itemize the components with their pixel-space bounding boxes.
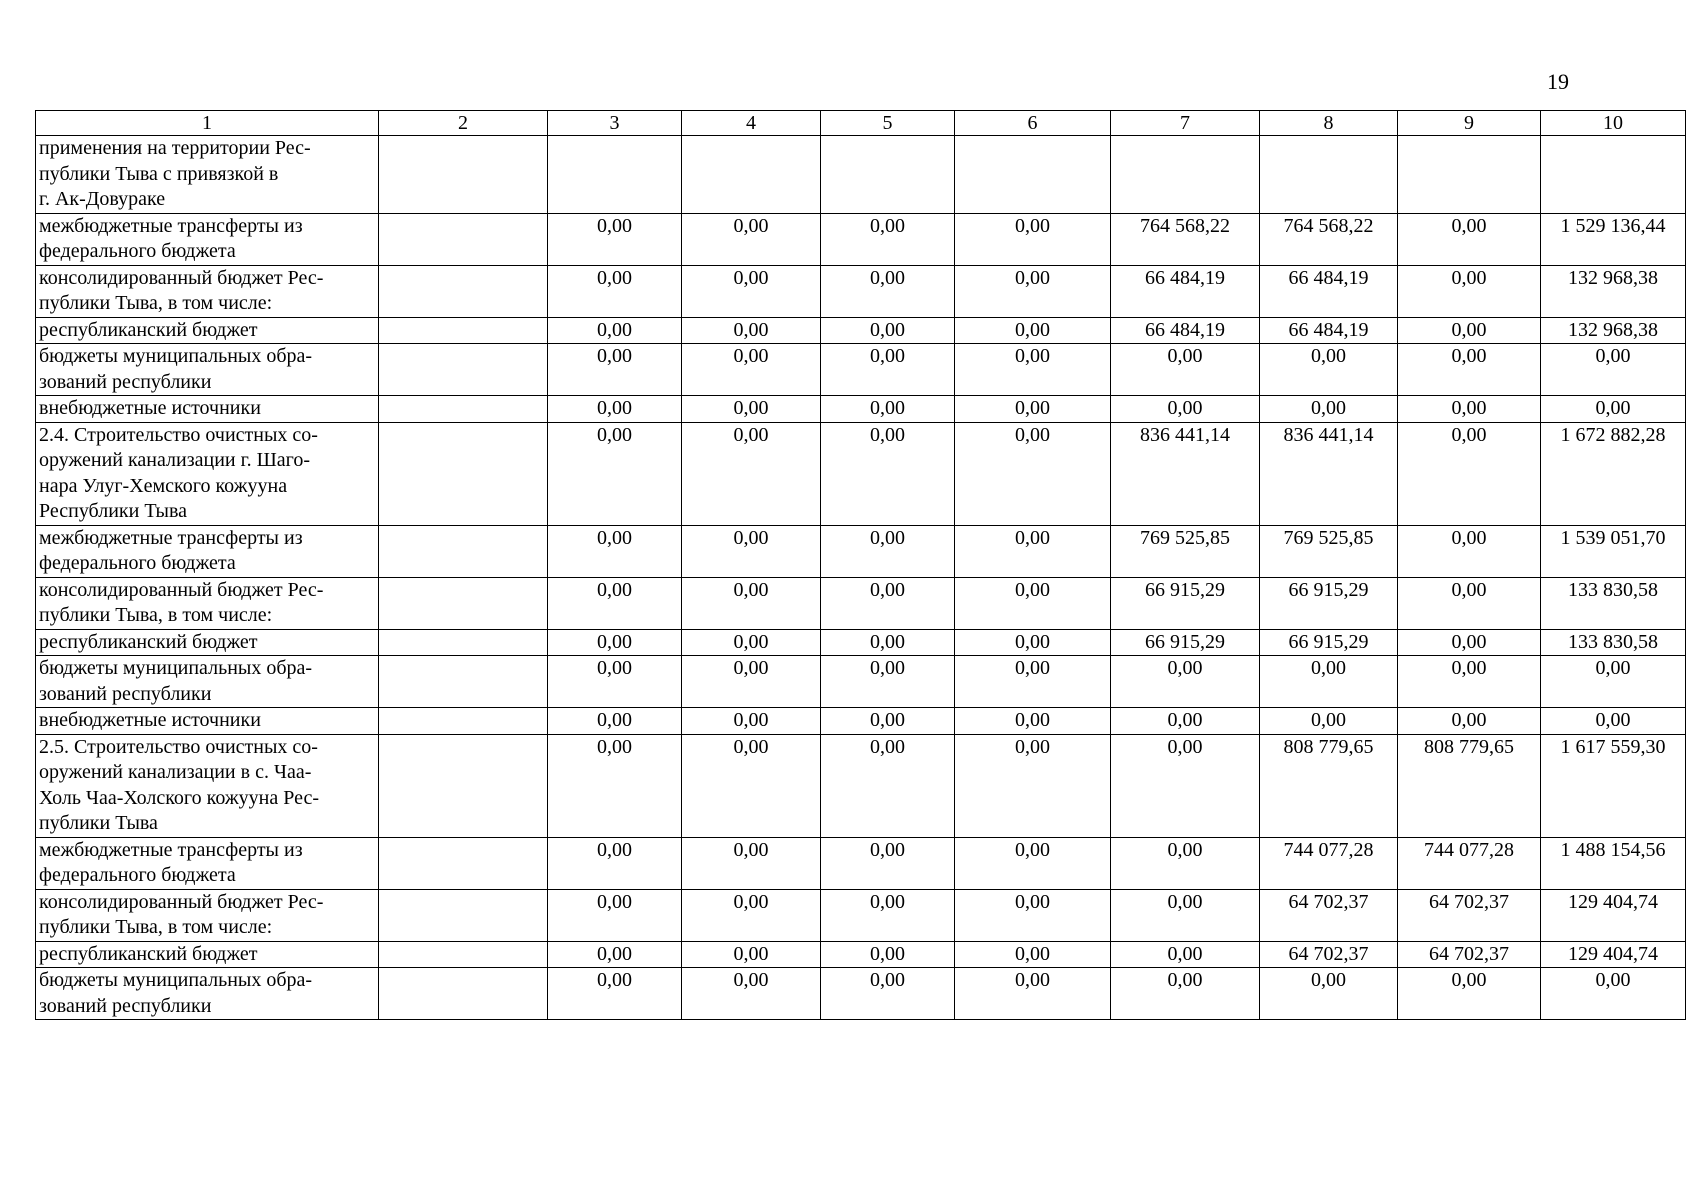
column-header-9: 9	[1398, 111, 1541, 136]
cell-col8: 66 915,29	[1260, 629, 1398, 656]
row-col2	[379, 734, 548, 837]
cell-col6: 0,00	[955, 734, 1111, 837]
cell-col9: 64 702,37	[1398, 889, 1541, 941]
table-row	[36, 265, 1686, 317]
cell-col9: 0,00	[1398, 422, 1541, 525]
cell-col5: 0,00	[821, 396, 955, 423]
row-label: 2.4. Строительство очистных со- оружений канализации г. Шаго- нара Улуг-Хемского кожууна Республики Тыва	[36, 422, 379, 525]
cell-col10: 1 617 559,30	[1541, 734, 1686, 837]
table-row	[36, 213, 1686, 265]
cell-col6: 0,00	[955, 941, 1111, 968]
cell-col10: 133 830,58	[1541, 577, 1686, 629]
table-row	[36, 422, 1686, 525]
cell-col9: 0,00	[1398, 317, 1541, 344]
cell-col7: 836 441,14	[1111, 422, 1260, 525]
cell-col3: 0,00	[548, 265, 682, 317]
cell-col7: 66 484,19	[1111, 317, 1260, 344]
cell-col5: 0,00	[821, 577, 955, 629]
cell-col4: 0,00	[682, 577, 821, 629]
cell-col8: 66 915,29	[1260, 577, 1398, 629]
cell-col3: 0,00	[548, 708, 682, 735]
cell-col10: 0,00	[1541, 656, 1686, 708]
cell-col9: 808 779,65	[1398, 734, 1541, 837]
cell-col8: 64 702,37	[1260, 941, 1398, 968]
row-label: межбюджетные трансферты из федерального бюджета	[36, 525, 379, 577]
cell-col9: 0,00	[1398, 577, 1541, 629]
cell-col4: 0,00	[682, 708, 821, 735]
cell-col9: 64 702,37	[1398, 941, 1541, 968]
cell-col5: 0,00	[821, 265, 955, 317]
table-row	[36, 525, 1686, 577]
table-body	[36, 136, 1686, 1020]
column-header-3: 3	[548, 111, 682, 136]
row-label: внебюджетные источники	[36, 708, 379, 735]
cell-col4	[682, 136, 821, 214]
cell-col5: 0,00	[821, 656, 955, 708]
cell-col10: 0,00	[1541, 344, 1686, 396]
cell-col8	[1260, 136, 1398, 214]
cell-col3: 0,00	[548, 422, 682, 525]
cell-col3: 0,00	[548, 941, 682, 968]
row-label: внебюджетные источники	[36, 396, 379, 423]
row-label: консолидированный бюджет Рес- публики Тыва, в том числе:	[36, 889, 379, 941]
column-header-7: 7	[1111, 111, 1260, 136]
cell-col7: 0,00	[1111, 708, 1260, 735]
cell-col10: 1 488 154,56	[1541, 837, 1686, 889]
cell-col10: 0,00	[1541, 968, 1686, 1020]
row-col2	[379, 317, 548, 344]
cell-col9: 0,00	[1398, 656, 1541, 708]
cell-col5: 0,00	[821, 317, 955, 344]
cell-col9: 0,00	[1398, 629, 1541, 656]
cell-col5: 0,00	[821, 734, 955, 837]
cell-col3: 0,00	[548, 396, 682, 423]
cell-col5: 0,00	[821, 629, 955, 656]
cell-col5: 0,00	[821, 344, 955, 396]
column-header-4: 4	[682, 111, 821, 136]
cell-col5	[821, 136, 955, 214]
cell-col7: 769 525,85	[1111, 525, 1260, 577]
row-col2	[379, 968, 548, 1020]
table-row	[36, 968, 1686, 1020]
page-number: 19	[1547, 69, 1569, 94]
cell-col6: 0,00	[955, 265, 1111, 317]
cell-col10: 0,00	[1541, 708, 1686, 735]
row-label: бюджеты муниципальных обра- зований республики	[36, 656, 379, 708]
row-col2	[379, 396, 548, 423]
cell-col4: 0,00	[682, 629, 821, 656]
row-col2	[379, 629, 548, 656]
table-row	[36, 629, 1686, 656]
cell-col4: 0,00	[682, 889, 821, 941]
table-row	[36, 136, 1686, 214]
cell-col9: 0,00	[1398, 525, 1541, 577]
table-row	[36, 837, 1686, 889]
cell-col7: 66 915,29	[1111, 577, 1260, 629]
cell-col5: 0,00	[821, 422, 955, 525]
cell-col5: 0,00	[821, 213, 955, 265]
cell-col10: 132 968,38	[1541, 265, 1686, 317]
cell-col4: 0,00	[682, 968, 821, 1020]
cell-col9: 744 077,28	[1398, 837, 1541, 889]
cell-col5: 0,00	[821, 525, 955, 577]
row-col2	[379, 889, 548, 941]
cell-col5: 0,00	[821, 889, 955, 941]
table-row	[36, 941, 1686, 968]
cell-col8: 764 568,22	[1260, 213, 1398, 265]
row-col2	[379, 344, 548, 396]
row-label: республиканский бюджет	[36, 317, 379, 344]
cell-col3: 0,00	[548, 656, 682, 708]
cell-col8: 66 484,19	[1260, 317, 1398, 344]
cell-col6: 0,00	[955, 396, 1111, 423]
cell-col8: 0,00	[1260, 344, 1398, 396]
cell-col8: 64 702,37	[1260, 889, 1398, 941]
column-header-6: 6	[955, 111, 1111, 136]
cell-col8: 769 525,85	[1260, 525, 1398, 577]
row-col2	[379, 525, 548, 577]
table-row	[36, 396, 1686, 423]
cell-col8: 0,00	[1260, 396, 1398, 423]
row-label: консолидированный бюджет Рес- публики Тыва, в том числе:	[36, 265, 379, 317]
cell-col8: 66 484,19	[1260, 265, 1398, 317]
cell-col6: 0,00	[955, 656, 1111, 708]
cell-col9: 0,00	[1398, 968, 1541, 1020]
cell-col6: 0,00	[955, 525, 1111, 577]
cell-col6: 0,00	[955, 213, 1111, 265]
column-header-8: 8	[1260, 111, 1398, 136]
cell-col7: 0,00	[1111, 837, 1260, 889]
cell-col9: 0,00	[1398, 708, 1541, 735]
cell-col9: 0,00	[1398, 265, 1541, 317]
table-row	[36, 734, 1686, 837]
cell-col4: 0,00	[682, 317, 821, 344]
cell-col10: 133 830,58	[1541, 629, 1686, 656]
cell-col10: 132 968,38	[1541, 317, 1686, 344]
cell-col6	[955, 136, 1111, 214]
cell-col3	[548, 136, 682, 214]
cell-col4: 0,00	[682, 525, 821, 577]
cell-col6: 0,00	[955, 317, 1111, 344]
cell-col7: 66 915,29	[1111, 629, 1260, 656]
cell-col7: 0,00	[1111, 734, 1260, 837]
cell-col10: 1 529 136,44	[1541, 213, 1686, 265]
cell-col3: 0,00	[548, 837, 682, 889]
cell-col6: 0,00	[955, 837, 1111, 889]
cell-col7	[1111, 136, 1260, 214]
row-col2	[379, 941, 548, 968]
cell-col3: 0,00	[548, 889, 682, 941]
row-col2	[379, 577, 548, 629]
row-col2	[379, 422, 548, 525]
cell-col4: 0,00	[682, 344, 821, 396]
cell-col6: 0,00	[955, 968, 1111, 1020]
cell-col5: 0,00	[821, 708, 955, 735]
row-label: 2.5. Строительство очистных со- оружений канализации в с. Чаа- Холь Чаа-Холского кожууна Рес- публики Тыва	[36, 734, 379, 837]
cell-col7: 764 568,22	[1111, 213, 1260, 265]
cell-col5: 0,00	[821, 968, 955, 1020]
cell-col10	[1541, 136, 1686, 214]
row-label: бюджеты муниципальных обра- зований республики	[36, 344, 379, 396]
cell-col6: 0,00	[955, 577, 1111, 629]
table-row	[36, 577, 1686, 629]
cell-col9: 0,00	[1398, 344, 1541, 396]
cell-col3: 0,00	[548, 317, 682, 344]
table-row	[36, 656, 1686, 708]
header-row	[36, 111, 1686, 136]
cell-col10: 129 404,74	[1541, 889, 1686, 941]
cell-col7: 0,00	[1111, 941, 1260, 968]
cell-col7: 66 484,19	[1111, 265, 1260, 317]
cell-col6: 0,00	[955, 889, 1111, 941]
column-header-5: 5	[821, 111, 955, 136]
row-col2	[379, 837, 548, 889]
cell-col4: 0,00	[682, 396, 821, 423]
cell-col6: 0,00	[955, 422, 1111, 525]
row-label: межбюджетные трансферты из федерального бюджета	[36, 213, 379, 265]
cell-col7: 0,00	[1111, 889, 1260, 941]
cell-col8: 836 441,14	[1260, 422, 1398, 525]
cell-col8: 0,00	[1260, 656, 1398, 708]
table-row	[36, 708, 1686, 735]
cell-col7: 0,00	[1111, 656, 1260, 708]
cell-col8: 0,00	[1260, 708, 1398, 735]
cell-col3: 0,00	[548, 968, 682, 1020]
cell-col4: 0,00	[682, 422, 821, 525]
cell-col3: 0,00	[548, 734, 682, 837]
cell-col7: 0,00	[1111, 968, 1260, 1020]
cell-col8: 0,00	[1260, 968, 1398, 1020]
cell-col8: 808 779,65	[1260, 734, 1398, 837]
cell-col5: 0,00	[821, 837, 955, 889]
cell-col4: 0,00	[682, 734, 821, 837]
cell-col7: 0,00	[1111, 344, 1260, 396]
cell-col3: 0,00	[548, 629, 682, 656]
row-label: бюджеты муниципальных обра- зований республики	[36, 968, 379, 1020]
cell-col4: 0,00	[682, 941, 821, 968]
cell-col7: 0,00	[1111, 396, 1260, 423]
row-label: применения на территории Рес- публики Тыва с привязкой в г. Ак-Довураке	[36, 136, 379, 214]
table-row	[36, 889, 1686, 941]
cell-col10: 1 672 882,28	[1541, 422, 1686, 525]
row-col2	[379, 656, 548, 708]
cell-col9	[1398, 136, 1541, 214]
row-label: межбюджетные трансферты из федерального бюджета	[36, 837, 379, 889]
cell-col3: 0,00	[548, 577, 682, 629]
cell-col3: 0,00	[548, 344, 682, 396]
cell-col6: 0,00	[955, 629, 1111, 656]
cell-col4: 0,00	[682, 656, 821, 708]
cell-col3: 0,00	[548, 525, 682, 577]
cell-col3: 0,00	[548, 213, 682, 265]
cell-col8: 744 077,28	[1260, 837, 1398, 889]
table-row	[36, 344, 1686, 396]
row-col2	[379, 136, 548, 214]
row-col2	[379, 708, 548, 735]
cell-col10: 1 539 051,70	[1541, 525, 1686, 577]
row-label: республиканский бюджет	[36, 629, 379, 656]
cell-col4: 0,00	[682, 213, 821, 265]
cell-col4: 0,00	[682, 837, 821, 889]
cell-col6: 0,00	[955, 344, 1111, 396]
row-col2	[379, 213, 548, 265]
column-header-2: 2	[379, 111, 548, 136]
row-label: республиканский бюджет	[36, 941, 379, 968]
cell-col6: 0,00	[955, 708, 1111, 735]
row-label: консолидированный бюджет Рес- публики Тыва, в том числе:	[36, 577, 379, 629]
cell-col5: 0,00	[821, 941, 955, 968]
column-header-10: 10	[1541, 111, 1686, 136]
column-header-1: 1	[36, 111, 379, 136]
cell-col10: 0,00	[1541, 396, 1686, 423]
budget-table	[35, 110, 1686, 1020]
cell-col10: 129 404,74	[1541, 941, 1686, 968]
table-row	[36, 317, 1686, 344]
cell-col4: 0,00	[682, 265, 821, 317]
row-col2	[379, 265, 548, 317]
cell-col9: 0,00	[1398, 396, 1541, 423]
cell-col9: 0,00	[1398, 213, 1541, 265]
